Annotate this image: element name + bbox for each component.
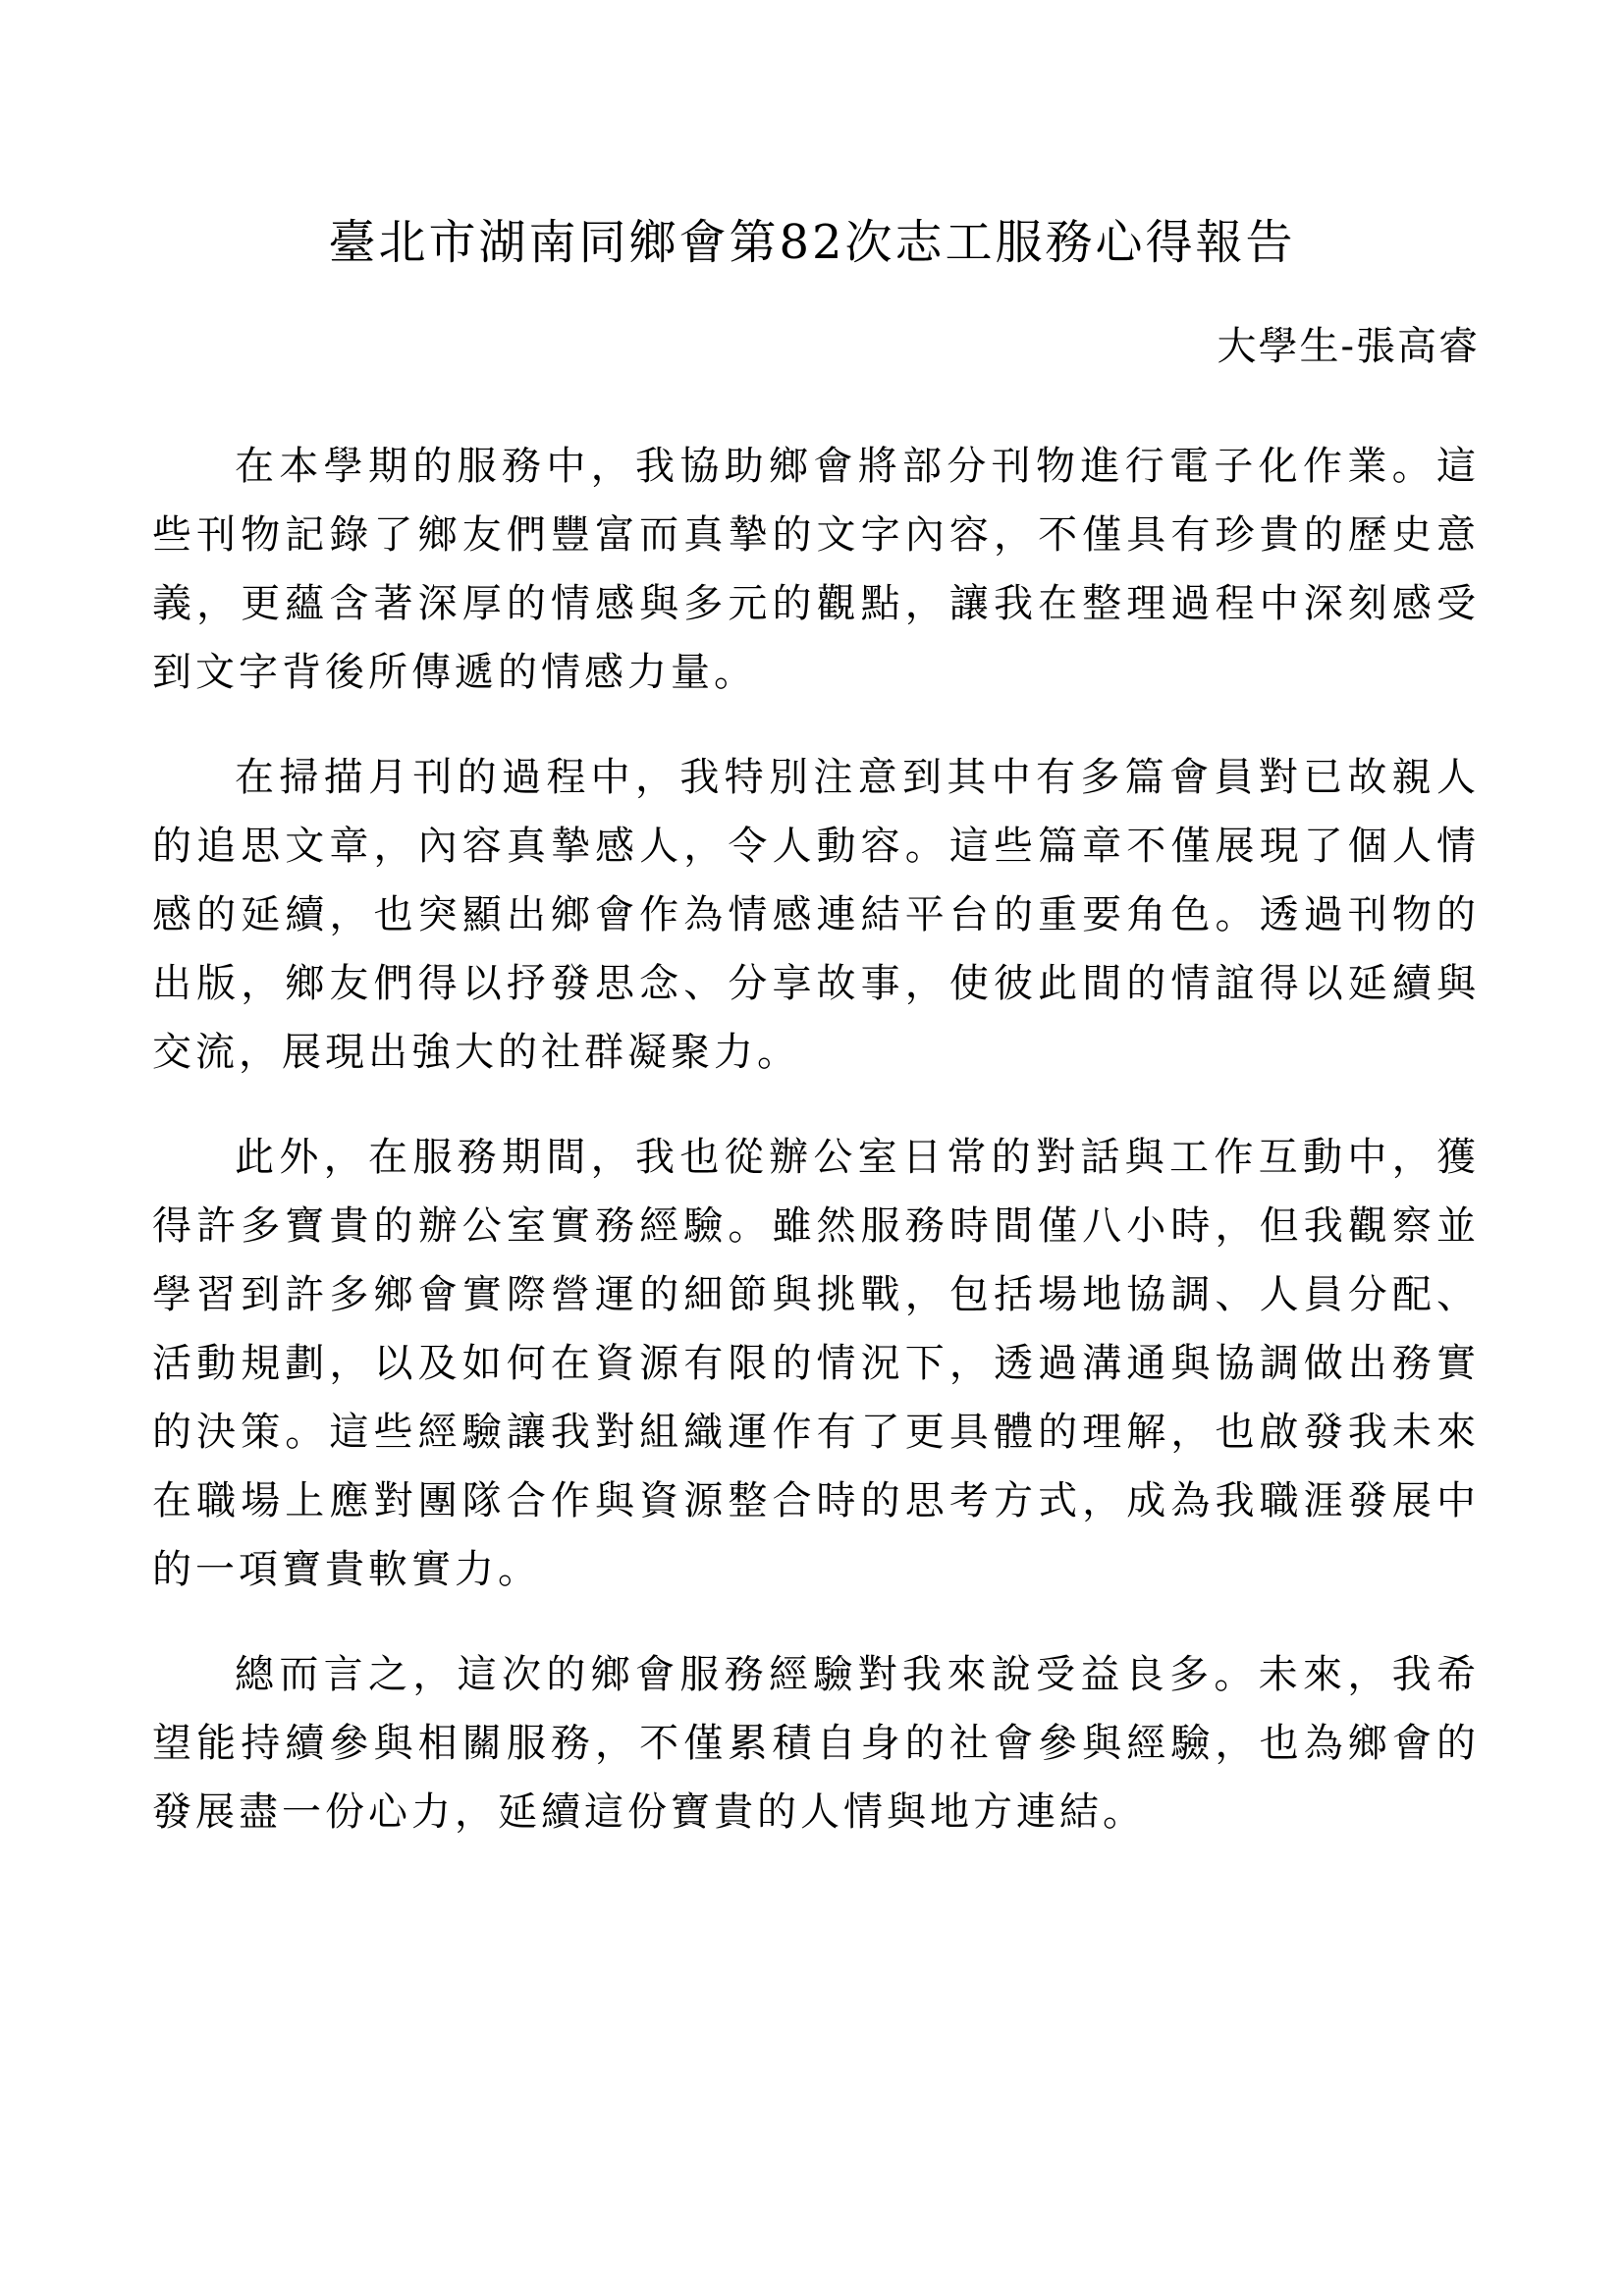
paragraph-2: 在掃描月刊的過程中，我特別注意到其中有多篇會員對已故親人的追思文章，內容真摯感人，令人動容。這些篇章不僅展現了個人情感的延續，也突顯出鄉會作為情感連結平台的重要角色。透過刊物的出版，鄉友們得以抒發思念、分享故事，使彼此間的情誼得以延續與交流，展現出強大的社群凝聚力。 <box>152 755 1480 1075</box>
paragraph-4: 總而言之，這次的鄉會服務經驗對我來說受益良多。未來，我希望能持續參與相關服務，不僅累積自身的社會參與經驗，也為鄉會的發展盡一份心力，延續這份寶貴的人情與地方連結。 <box>152 1652 1480 1835</box>
document-body <box>152 432 1480 1883</box>
paragraph-1: 在本學期的服務中，我協助鄉會將部分刊物進行電子化作業。這些刊物記錄了鄉友們豐富而真摯的文字內容，不僅具有珍貴的歷史意義，更蘊含著深厚的情感與多元的觀點，讓我在整理過程中深刻感受到文字背後所傳遞的情感力量。 <box>152 444 1480 695</box>
author-line: 大學生-張高睿 <box>1217 324 1480 369</box>
document-title: 臺北市湖南同鄉會第82次志工服務心得報告 <box>328 215 1296 270</box>
paragraph-3: 此外，在服務期間，我也從辦公室日常的對話與工作互動中，獲得許多寶貴的辦公室實務經驗。雖然服務時間僅八小時，但我觀察並學習到許多鄉會實際營運的細節與挑戰，包括場地協調、人員分配、活動規劃，以及如何在資源有限的情況下，透過溝通與協調做出務實的決策。這些經驗讓我對組織運作有了更具體的理解，也啟發我未來在職場上應對團隊合作與資源整合時的思考方式，成為我職涯發展中的一項寶貴軟實力。 <box>152 1135 1480 1592</box>
